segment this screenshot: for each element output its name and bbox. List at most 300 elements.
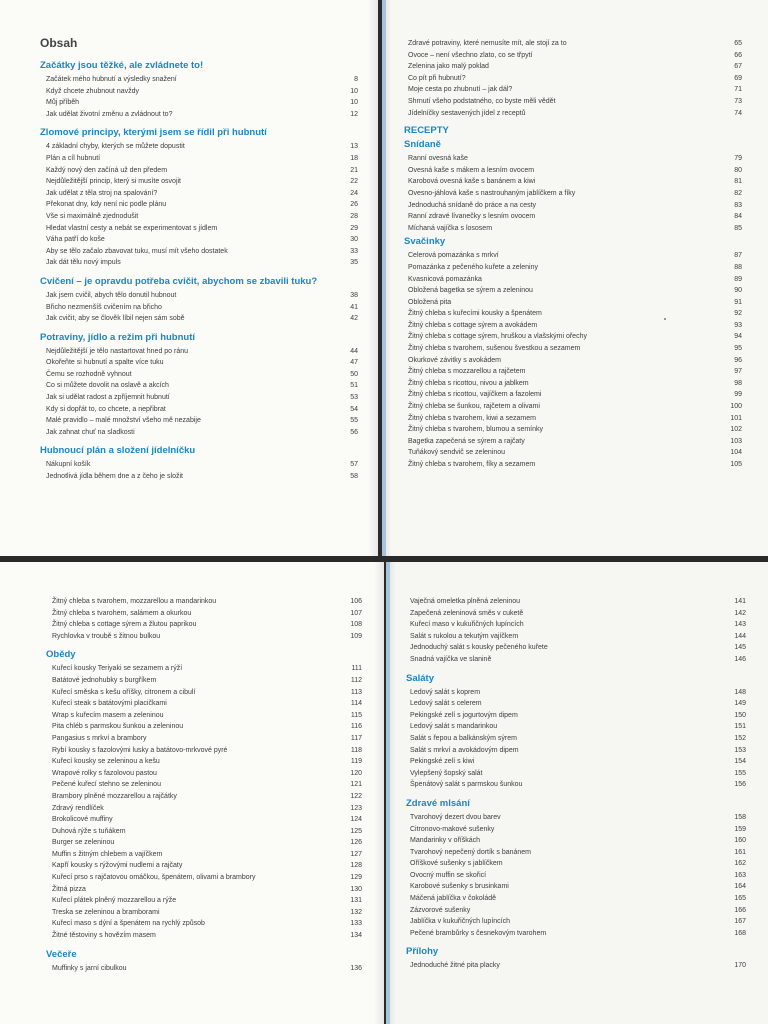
toc-entry[interactable]	[404, 413, 742, 425]
toc-entry[interactable]	[406, 824, 746, 836]
toc-entry-text: Moje cesta po zhubnutí – jak dál?	[408, 86, 513, 94]
toc-entry-page-number: 119	[350, 758, 362, 766]
toc-entry-text: Jednoduchý salát s kousky pečeného kuřete	[410, 644, 548, 652]
toc-entry-text: Nejdůležitější je tělo nastartovat hned po ránu	[46, 347, 189, 355]
toc-entry[interactable]	[40, 165, 358, 177]
toc-entry-page-number: 164	[734, 883, 746, 891]
toc-entry-text: Jednoduché žitné pita placky	[410, 962, 500, 970]
toc-entry-text: Co pít při hubnutí?	[408, 74, 466, 82]
toc-entry[interactable]	[46, 756, 362, 768]
toc-entry-page-number: 144	[734, 632, 746, 640]
toc-entry-page-number: 90	[734, 287, 742, 295]
toc-entry-page-number: 93	[734, 321, 742, 329]
toc-entry-text: Salát s mrkví a avokádovým dipem	[410, 746, 519, 754]
toc-entry[interactable]	[406, 721, 746, 733]
toc-entry[interactable]	[46, 837, 362, 849]
toc-entry-text: Malé pravidlo – malé množství všeho mě nezabije	[46, 417, 201, 425]
toc-entry[interactable]	[40, 97, 358, 109]
toc-entry[interactable]	[404, 355, 742, 367]
toc-entry-text: Žitná pizza	[52, 885, 86, 893]
toc-entry-page-number: 21	[350, 166, 358, 174]
toc-entry-text: Jídelníčky sestavených jídel z receptů	[408, 109, 526, 117]
toc-entry[interactable]	[40, 290, 358, 302]
toc-entry-page-number: 125	[350, 827, 362, 835]
toc-entry[interactable]	[46, 710, 362, 722]
toc-entry[interactable]	[40, 176, 358, 188]
toc-entry[interactable]	[46, 849, 362, 861]
toc-entry-text: Ovoce – není všechno zlato, co se třpytí	[408, 51, 533, 59]
toc-entry-page-number: 18	[350, 154, 358, 162]
toc-entry[interactable]	[40, 357, 358, 369]
toc-entry-page-number: 115	[350, 711, 362, 719]
toc-entry[interactable]	[404, 84, 742, 96]
toc-page-3	[0, 562, 384, 1024]
toc-intro-entries	[404, 38, 742, 119]
toc-entry-page-number: 10	[350, 87, 358, 95]
toc-entry[interactable]	[46, 608, 362, 620]
toc-entry[interactable]	[404, 378, 742, 390]
toc-entry[interactable]	[46, 930, 362, 942]
toc-entry-text: Ledový salát s koprem	[410, 688, 481, 696]
toc-entry[interactable]	[40, 246, 358, 258]
toc-entry-text: Žitný chleba s cottage sýrem a žlutou paprikou	[52, 621, 197, 629]
toc-section-heading[interactable]: Zlomové principy, kterými jsem se řídil při hubnutí	[40, 127, 267, 139]
toc-entry[interactable]	[46, 675, 362, 687]
toc-entry[interactable]	[406, 596, 746, 608]
toc-entry-text: Ovesno-jáhlová kaše s nastrouhaným jablíčkem a fíky	[408, 189, 576, 197]
toc-entry-page-number: 155	[734, 769, 746, 777]
toc-entry-text: Pečené brambůrky s česnekovým tvarohem	[410, 929, 547, 937]
toc-entry-text: Shrnutí všeho podstatného, co byste měli vědět	[408, 97, 556, 105]
toc-entry[interactable]	[46, 698, 362, 710]
toc-entry[interactable]	[40, 211, 358, 223]
toc-entry-page-number: 13	[350, 143, 358, 151]
toc-entry-page-number: 132	[350, 908, 362, 916]
toc-entry[interactable]	[40, 459, 358, 471]
toc-entry-page-number: 87	[734, 252, 742, 260]
toc-entry[interactable]	[40, 427, 358, 439]
toc-entry-text: Karobová ovesná kaše s banánem a kiwi	[408, 178, 536, 186]
toc-entry[interactable]	[40, 380, 358, 392]
toc-entry[interactable]	[404, 331, 742, 343]
toc-entry-text: Vše si maximálně zjednodušit	[46, 212, 139, 220]
toc-entry-page-number: 124	[350, 816, 362, 824]
toc-entry-text: Aby se tělo začalo zbavovat tuku, musí mít všeho dostatek	[46, 247, 228, 255]
toc-entry[interactable]	[46, 963, 362, 975]
toc-entry[interactable]	[406, 642, 746, 654]
toc-entry-text: Míchaná vajíčka s lososem	[408, 224, 493, 232]
toc-entry-page-number: 145	[734, 644, 746, 652]
toc-entry[interactable]	[46, 918, 362, 930]
toc-entry-text: Ledový salát s mandarinkou	[410, 723, 498, 731]
toc-entry-text: Nejdůležitější princip, který si musíte osvojit	[46, 178, 181, 186]
toc-entry-text: Oříškové sušenky s jablíčkem	[410, 860, 503, 868]
toc-entry-text: Celerová pomazánka s mrkví	[408, 252, 499, 260]
toc-entry-page-number: 58	[350, 473, 358, 481]
toc-entry-text: Pomazánka z pečeného kuřete a zeleniny	[408, 263, 538, 271]
toc-entry[interactable]	[406, 654, 746, 666]
toc-entry-page-number: 74	[734, 109, 742, 117]
toc-entry-page-number: 73	[734, 97, 742, 105]
toc-entry[interactable]	[404, 447, 742, 459]
toc-entry-page-number: 105	[730, 461, 742, 468]
toc-entry-page-number: 133	[350, 920, 362, 928]
toc-entry-text: Špenátový salát s parmskou šunkou	[410, 781, 523, 789]
toc-entry-text: Ovocný muffin se skořicí	[410, 871, 487, 879]
toc-entry-text: Wrap s kuřecím masem a zeleninou	[52, 711, 164, 719]
toc-entry[interactable]	[40, 415, 358, 427]
toc-entry[interactable]	[406, 835, 746, 847]
toc-entry[interactable]	[406, 905, 746, 917]
toc-entry-page-number: 71	[734, 86, 742, 94]
toc-entry[interactable]	[404, 389, 742, 401]
toc-entry[interactable]	[406, 768, 746, 780]
toc-entry[interactable]	[404, 285, 742, 297]
toc-entry-text: Tvarohový nepečený dortík s banánem	[410, 848, 532, 856]
toc-entry-text: Žitný chleba s cottage sýrem a avokádem	[408, 321, 538, 329]
toc-section-heading[interactable]: Hubnoucí plán a složení jídelníčku	[40, 445, 196, 457]
toc-entry[interactable]	[404, 250, 742, 262]
toc-entry-text: Kuřecí směska s kešu oříšky, citronem a cibulí	[52, 688, 196, 696]
toc-entry[interactable]	[404, 320, 742, 332]
toc-entry[interactable]	[40, 257, 358, 269]
toc-entry-page-number: 85	[734, 224, 742, 232]
toc-entry-text: Plán a cíl hubnutí	[46, 154, 101, 162]
toc-entry-text: Každý nový den začíná už den předem	[46, 166, 168, 174]
toc-entry-text: Žitný chleba s tvarohem, mozzarellou a mandarinkou	[52, 598, 217, 605]
toc-entry-page-number: 113	[350, 688, 362, 696]
toc-entry-text: Váha patří do koše	[46, 236, 105, 244]
toc-entry-text: Jak zahnat chuť na sladkosti	[46, 428, 135, 436]
toc-entry[interactable]	[404, 366, 742, 378]
toc-entry[interactable]	[404, 401, 742, 413]
toc-entry-text: Obložená pita	[408, 298, 452, 306]
toc-entry[interactable]	[46, 779, 362, 791]
toc-entry-text: Máčená jablíčka v čokoládě	[410, 895, 496, 903]
toc-entry[interactable]	[406, 893, 746, 905]
toc-entry[interactable]	[46, 826, 362, 838]
toc-entry[interactable]	[40, 471, 358, 483]
toc-section-heading[interactable]: Saláty	[406, 672, 434, 684]
toc-entry-text: Žitný chleba s tvarohem, salámem a okurkou	[52, 609, 192, 617]
toc-entry[interactable]	[46, 745, 362, 757]
toc-entry[interactable]	[40, 199, 358, 211]
toc-entry[interactable]	[40, 392, 358, 404]
toc-entry-page-number: 65	[734, 40, 742, 47]
toc-section-heading[interactable]: Začátky jsou těžké, ale zvládnete to!	[40, 60, 204, 71]
toc-page-1	[0, 0, 378, 556]
toc-entry[interactable]	[406, 812, 746, 824]
toc-entry-text: Batátové jednohubky s burgříkem	[52, 676, 157, 684]
toc-entry[interactable]	[40, 188, 358, 200]
toc-entry[interactable]	[404, 424, 742, 436]
toc-entry-text: Kuřecí plátek plněný mozzarellou a rýže	[52, 897, 177, 905]
toc-entry[interactable]	[46, 687, 362, 699]
toc-entry-text: Žitný chleba s tvarohem, sušenou švestkou a sezamem	[408, 345, 581, 353]
toc-entry-text: Mandarinky v oříškách	[410, 837, 481, 845]
toc-section-heading[interactable]: Večeře	[46, 948, 77, 960]
toc-entry-text: Žitný chleba s tvarohem, kiwi a sezamem	[408, 414, 536, 422]
toc-entry-text: Hledat vlastní cesty a nebát se experimentovat s jídlem	[46, 224, 218, 232]
toc-entry-text: Rychlovka v troubě s žitnou bulkou	[52, 632, 161, 640]
toc-entry-page-number: 51	[350, 382, 358, 390]
toc-entry-text: Jak dát tělu nový impuls	[46, 259, 121, 267]
toc-entry-page-number: 160	[734, 837, 746, 845]
toc-entry[interactable]	[406, 733, 746, 745]
toc-entry-page-number: 159	[734, 825, 746, 833]
toc-entry[interactable]	[40, 234, 358, 246]
toc-entry-page-number: 55	[350, 417, 358, 425]
toc-entry-page-number: 149	[734, 700, 746, 708]
toc-entry[interactable]	[46, 596, 362, 608]
toc-entry[interactable]	[404, 343, 742, 355]
toc-entry[interactable]	[404, 297, 742, 309]
toc-entry-text: Okořeňte si hubnutí a spalte více tuku	[46, 359, 164, 367]
toc-entry-page-number: 150	[734, 711, 746, 719]
toc-entry-text: Kuřecí kousky se zeleninou a kešu	[52, 758, 160, 766]
toc-entry[interactable]	[40, 404, 358, 416]
toc-entry[interactable]	[40, 313, 358, 325]
toc-entry[interactable]	[404, 436, 742, 448]
toc-entry-page-number: 92	[734, 310, 742, 318]
toc-entry-page-number: 117	[350, 734, 362, 742]
toc-entry[interactable]	[40, 141, 358, 153]
toc-entry[interactable]	[40, 86, 358, 98]
toc-entry-page-number: 98	[734, 379, 742, 387]
toc-entry-page-number: 81	[734, 178, 742, 186]
toc-entry[interactable]	[406, 745, 746, 757]
toc-entry[interactable]	[404, 38, 742, 50]
toc-entry-text: Ranní ovesná kaše	[408, 155, 468, 163]
toc-entry[interactable]	[46, 791, 362, 803]
toc-entry-page-number: 102	[730, 426, 742, 434]
toc-entry[interactable]	[40, 346, 358, 358]
toc-entry-text: Snadná vajíčka ve slanině	[410, 655, 492, 663]
toc-entry-text: Muffinky s jarní cibulkou	[52, 964, 127, 972]
toc-entry-page-number: 161	[734, 848, 746, 856]
toc-entry-page-number: 88	[734, 263, 742, 271]
toc-entry-page-number: 99	[734, 391, 742, 399]
toc-entry[interactable]	[404, 50, 742, 62]
toc-entry-text: Pekingské zelí s jogurtovým dipem	[410, 711, 518, 719]
toc-entry[interactable]	[406, 928, 746, 940]
toc-entry-page-number: 10	[350, 99, 358, 107]
toc-entry-text: Čemu se rozhodně vyhnout	[46, 370, 132, 378]
toc-entry[interactable]	[46, 907, 362, 919]
toc-entry-text: Ovesná kaše s mákem a lesním ovocem	[408, 166, 535, 174]
toc-section-heading[interactable]: Přílohy	[406, 946, 439, 958]
toc-entry-page-number: 107	[350, 609, 362, 617]
toc-entry[interactable]	[404, 459, 742, 471]
toc-entry[interactable]	[46, 631, 362, 643]
toc-entry-text: Muffin s žitným chlebem a vajíčkem	[52, 850, 163, 858]
toc-sections	[40, 60, 358, 483]
toc-entry[interactable]	[46, 619, 362, 631]
toc-entry[interactable]	[406, 916, 746, 928]
toc-entry-text: Můj příběh	[46, 99, 80, 107]
toc-entry-text: Ranní zdravé lívanečky s lesním ovocem	[408, 213, 536, 221]
toc-entry-text: Jak udělat životní změnu a zvládnout to?	[46, 110, 173, 118]
toc-entry-text: Pangasius s mrkví a brambory	[52, 734, 147, 742]
toc-entry-page-number: 79	[734, 155, 742, 163]
toc-entry-page-number: 67	[734, 63, 742, 71]
toc-entry[interactable]	[406, 687, 746, 699]
toc-entry[interactable]	[406, 756, 746, 768]
toc-entry[interactable]	[404, 211, 742, 223]
page-edge-accent	[382, 0, 386, 556]
toc-intro-entries	[406, 596, 746, 666]
toc-entry-page-number: 30	[350, 236, 358, 244]
toc-entry-text: Kvasnicová pomazánka	[408, 275, 482, 283]
toc-entry-page-number: 53	[350, 394, 358, 402]
toc-entry-text: Žitný chleba s ricottou, nivou a jablkem	[408, 379, 529, 387]
toc-section-heading[interactable]: Svačinky	[404, 236, 446, 248]
toc-entry[interactable]	[406, 619, 746, 631]
toc-entry[interactable]	[40, 223, 358, 235]
toc-entry-page-number: 168	[734, 929, 746, 937]
toc-entry[interactable]	[46, 663, 362, 675]
toc-entry-page-number: 28	[350, 212, 358, 220]
toc-entry[interactable]	[46, 733, 362, 745]
toc-entry-page-number: 96	[734, 356, 742, 364]
toc-entry-page-number: 123	[350, 804, 362, 812]
toc-entry-text: Břicho nezmenšíš cvičením na břicho	[46, 303, 162, 311]
toc-entry-text: Tvarohový dezert dvou barev	[410, 813, 501, 821]
toc-entry[interactable]	[404, 274, 742, 286]
toc-entry[interactable]	[406, 710, 746, 722]
toc-entry-page-number: 153	[734, 746, 746, 754]
toc-entry[interactable]	[406, 608, 746, 620]
toc-entry-page-number: 100	[730, 403, 742, 411]
toc-entry[interactable]	[46, 884, 362, 896]
toc-entry-text: Tuňákový sendvič se zeleninou	[408, 449, 506, 457]
toc-entry[interactable]	[46, 872, 362, 884]
toc-entry[interactable]	[46, 768, 362, 780]
toc-entry-text: Žitný chleba s ricottou, vajíčkem a fazolemi	[408, 391, 542, 399]
toc-entry[interactable]	[46, 814, 362, 826]
toc-entry[interactable]	[406, 847, 746, 859]
toc-entry-page-number: 116	[350, 723, 362, 731]
toc-entry-page-number: 54	[350, 405, 358, 413]
toc-entry-page-number: 122	[350, 792, 362, 800]
toc-entry-text: Zázvorové sušenky	[410, 906, 471, 914]
toc-entry[interactable]	[406, 858, 746, 870]
recepty-heading: RECEPTY	[404, 125, 449, 137]
toc-entry-page-number: 103	[730, 437, 742, 445]
toc-sections	[404, 139, 742, 470]
toc-entry-page-number: 126	[350, 839, 362, 847]
toc-entry-page-number: 128	[350, 862, 362, 870]
toc-entry-page-number: 134	[350, 932, 362, 940]
toc-entry-text: Burger se zeleninou	[52, 839, 115, 847]
toc-entry-text: Pita chléb s parmskou šunkou a zeleninou	[52, 723, 184, 731]
toc-section-heading[interactable]: Snídaně	[404, 139, 441, 151]
toc-section-heading[interactable]: Cvičení – je opravdu potřeba cvičit, abychom se zbavili tuku?	[40, 275, 318, 287]
page-gutter-shadow	[374, 562, 384, 1024]
page-edge-accent	[386, 562, 390, 1024]
toc-entry-text: Obložená bagetka se sýrem a zeleninou	[408, 287, 533, 295]
toc-entry[interactable]	[404, 96, 742, 108]
toc-entry-text: Kdy si dopřát to, co chcete, a nepřibrat	[46, 405, 166, 413]
toc-entry-text: Brokolicové muffiny	[52, 816, 113, 824]
toc-entry-page-number: 66	[734, 51, 742, 59]
toc-entry[interactable]	[406, 779, 746, 791]
toc-entry[interactable]	[404, 61, 742, 73]
toc-entry-page-number: 108	[350, 621, 362, 629]
toc-entry-page-number: 121	[350, 781, 362, 789]
toc-content	[46, 596, 362, 974]
toc-entry[interactable]	[404, 223, 742, 235]
toc-entry[interactable]	[404, 176, 742, 188]
toc-entry[interactable]	[406, 870, 746, 882]
toc-entry[interactable]	[404, 308, 742, 320]
toc-content	[404, 38, 742, 471]
toc-entry[interactable]	[406, 960, 746, 972]
toc-entry-text: Karobové sušenky s brusinkami	[410, 883, 509, 891]
toc-entry[interactable]	[46, 895, 362, 907]
toc-entry-text: Salát s řepou a balkánským sýrem	[410, 734, 517, 742]
toc-entry-page-number: 106	[350, 598, 362, 605]
toc-entry[interactable]	[406, 631, 746, 643]
toc-entry[interactable]	[404, 73, 742, 85]
toc-content	[40, 36, 358, 483]
toc-entry-page-number: 142	[734, 609, 746, 617]
toc-entry-text: Žitný chleba s tvarohem, fíky a sezamem	[408, 461, 536, 468]
toc-sections	[46, 649, 362, 974]
toc-entry[interactable]	[404, 108, 742, 120]
toc-entry-page-number: 83	[734, 201, 742, 209]
toc-entry-text: Kuřecí steak s batátovými placičkami	[52, 700, 167, 708]
toc-entry-page-number: 84	[734, 213, 742, 221]
toc-entry[interactable]	[404, 165, 742, 177]
toc-entry-text: Co si můžete dovolit na oslavě a akcích	[46, 382, 169, 390]
toc-entry[interactable]	[404, 200, 742, 212]
toc-entry[interactable]	[46, 721, 362, 733]
toc-section-heading[interactable]: Zdravé mlsání	[406, 797, 470, 809]
toc-entry[interactable]	[406, 881, 746, 893]
toc-entry-text: Ledový salát s celerem	[410, 700, 482, 708]
toc-entry[interactable]	[40, 302, 358, 314]
toc-entry[interactable]	[46, 803, 362, 815]
toc-content	[406, 596, 746, 972]
page-gutter-shadow	[368, 0, 378, 556]
toc-entry-text: Citronovo-makové sušenky	[410, 825, 495, 833]
toc-entry[interactable]	[40, 109, 358, 121]
toc-entry-page-number: 47	[350, 359, 358, 367]
toc-entry-page-number: 156	[734, 781, 746, 789]
toc-entry[interactable]	[406, 698, 746, 710]
toc-entry[interactable]	[404, 188, 742, 200]
toc-entry-text: Bagetka zapečená se sýrem a rajčaty	[408, 437, 525, 445]
toc-entry-text: Začátek mého hubnutí a výsledky snažení	[46, 76, 177, 83]
toc-entry[interactable]	[40, 153, 358, 165]
toc-section-heading[interactable]: Obědy	[46, 649, 76, 661]
toc-entry[interactable]	[40, 369, 358, 381]
toc-entry-page-number: 35	[350, 259, 358, 267]
toc-entry[interactable]	[404, 153, 742, 165]
toc-section-heading[interactable]: Potraviny, jídlo a režim při hubnutí	[40, 331, 196, 343]
toc-entry-page-number: 120	[350, 769, 362, 777]
toc-entry-page-number: 130	[350, 885, 362, 893]
toc-entry-text: Salát s rukolou a tekutým vajíčkem	[410, 632, 519, 640]
toc-entry[interactable]	[40, 74, 358, 86]
toc-entry-page-number: 109	[350, 632, 362, 640]
toc-entry-page-number: 29	[350, 224, 358, 232]
toc-entry[interactable]	[46, 860, 362, 872]
toc-entry-text: Jednotlivá jídla během dne a z čeho je složit	[46, 473, 183, 481]
toc-entry[interactable]	[404, 262, 742, 274]
toc-entry-page-number: 91	[734, 298, 742, 306]
